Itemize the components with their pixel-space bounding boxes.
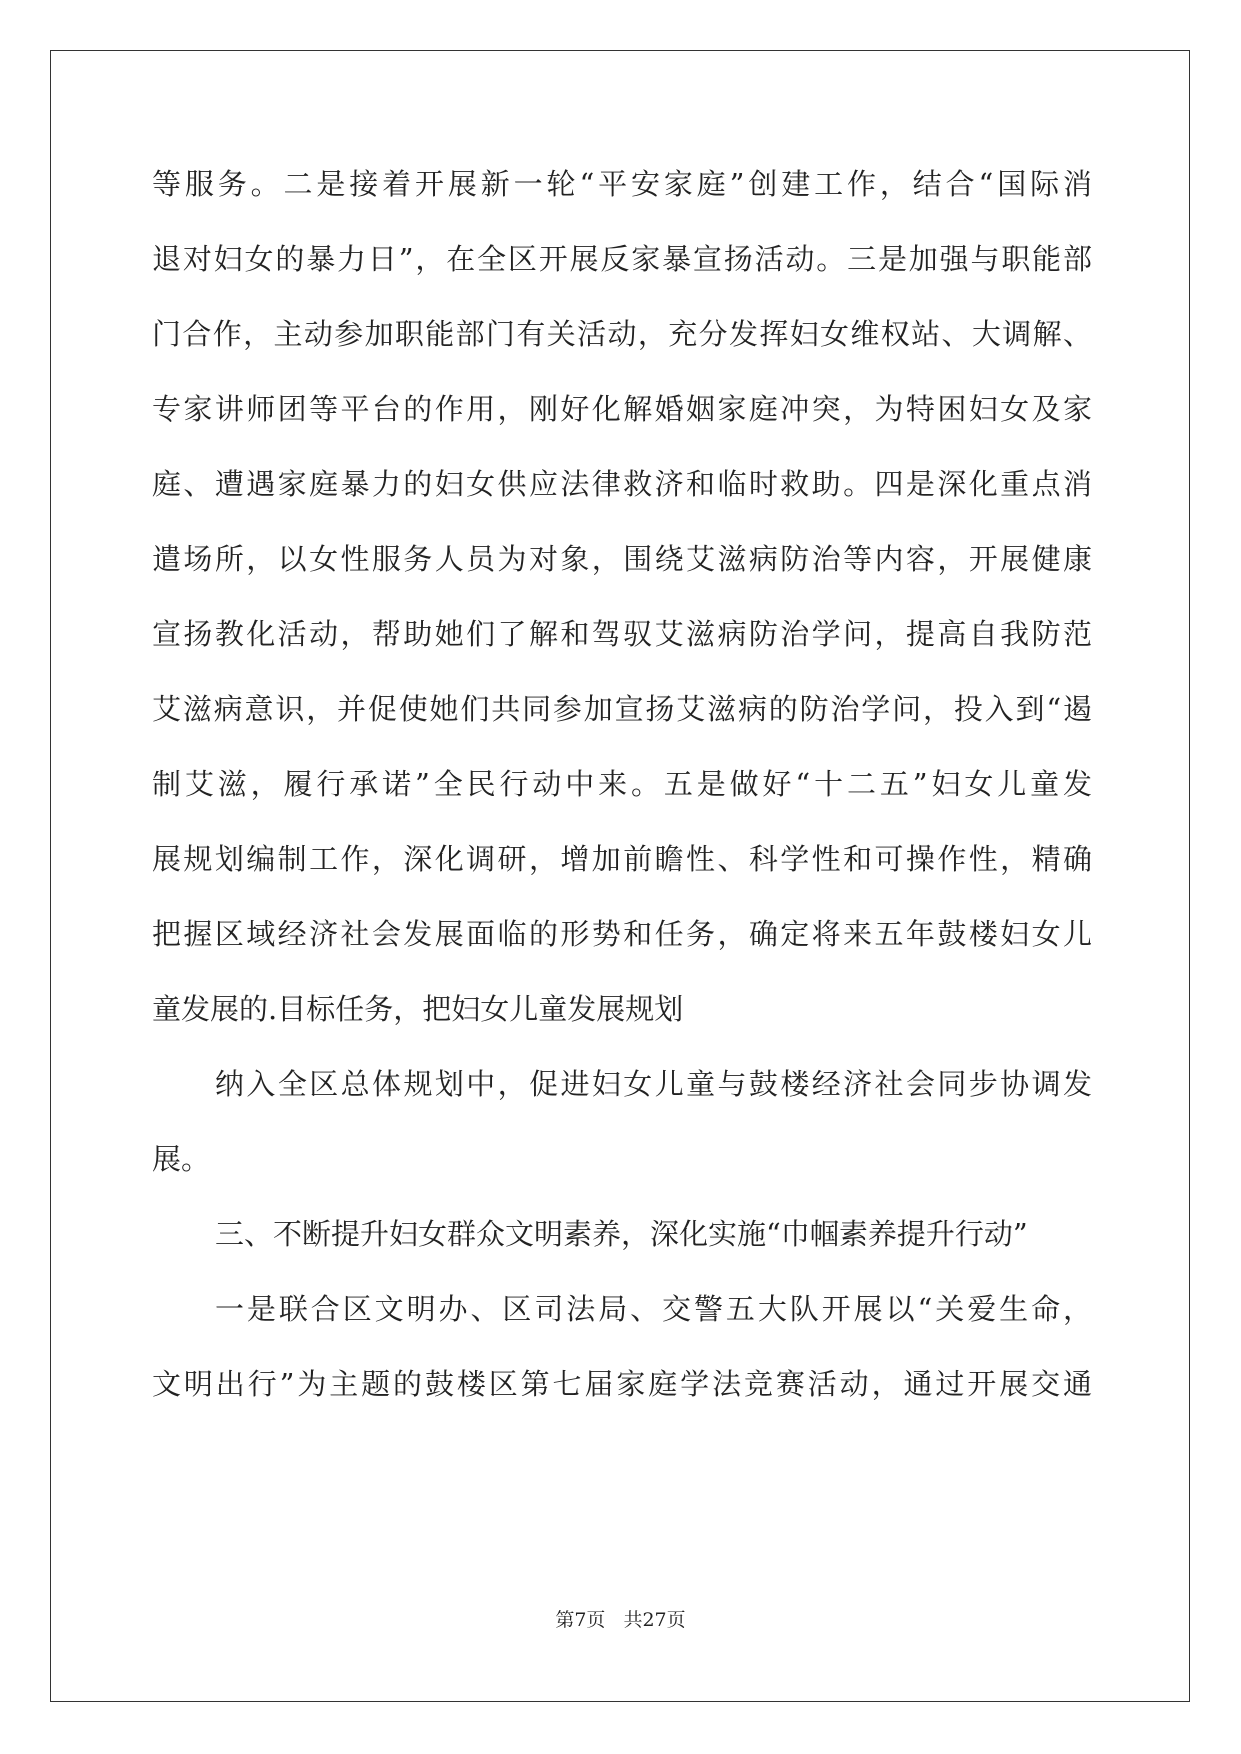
body-line: 专家讲师团等平台的作用，刚好化解婚姻家庭冲突，为特困妇女及家: [152, 392, 1092, 426]
body-line: 艾滋病意识，并促使她们共同参加宣扬艾滋病的防治学问，投入到“遏: [152, 692, 1092, 726]
body-line: 制艾滋，履行承诺”全民行动中来。五是做好“十二五”妇女儿童发: [152, 767, 1092, 801]
body-line: 纳入全区总体规划中，促进妇女儿童与鼓楼经济社会同步协调发: [215, 1067, 1092, 1101]
body-line: 等服务。二是接着开展新一轮“平安家庭”创建工作，结合“国际消: [152, 167, 1092, 201]
page-total: 共27页: [623, 1609, 686, 1631]
body-line: 门合作，主动参加职能部门有关活动，充分发挥妇女维权站、大调解、: [152, 317, 1092, 351]
body-line: 文明出行”为主题的鼓楼区第七届家庭学法竞赛活动，通过开展交通: [152, 1367, 1092, 1401]
body-line: 把握区域经济社会发展面临的形势和任务，确定将来五年鼓楼妇女儿: [152, 917, 1092, 951]
body-line: 遣场所，以女性服务人员为对象，围绕艾滋病防治等内容，开展健康: [152, 542, 1092, 576]
body-line: 一是联合区文明办、区司法局、交警五大队开展以“关爱生命，: [215, 1292, 1092, 1326]
body-line: 庭、遭遇家庭暴力的妇女供应法律救济和临时救助。四是深化重点消: [152, 467, 1092, 501]
body-line: 退对妇女的暴力日”，在全区开展反家暴宣扬活动。三是加强与职能部: [152, 242, 1092, 276]
section-heading: 三、不断提升妇女群众文明素养，深化实施“巾帼素养提升行动”: [215, 1217, 1028, 1251]
page-number: 第7页: [555, 1609, 606, 1631]
body-line: 宣扬教化活动，帮助她们了解和驾驭艾滋病防治学问，提高自我防范: [152, 617, 1092, 651]
body-line: 展。: [152, 1142, 211, 1176]
page-footer: [0, 1608, 1241, 1632]
body-line: 展规划编制工作，深化调研，增加前瞻性、科学性和可操作性，精确: [152, 842, 1092, 876]
body-line: 童发展的.目标任务，把妇女儿童发展规划: [152, 992, 684, 1026]
